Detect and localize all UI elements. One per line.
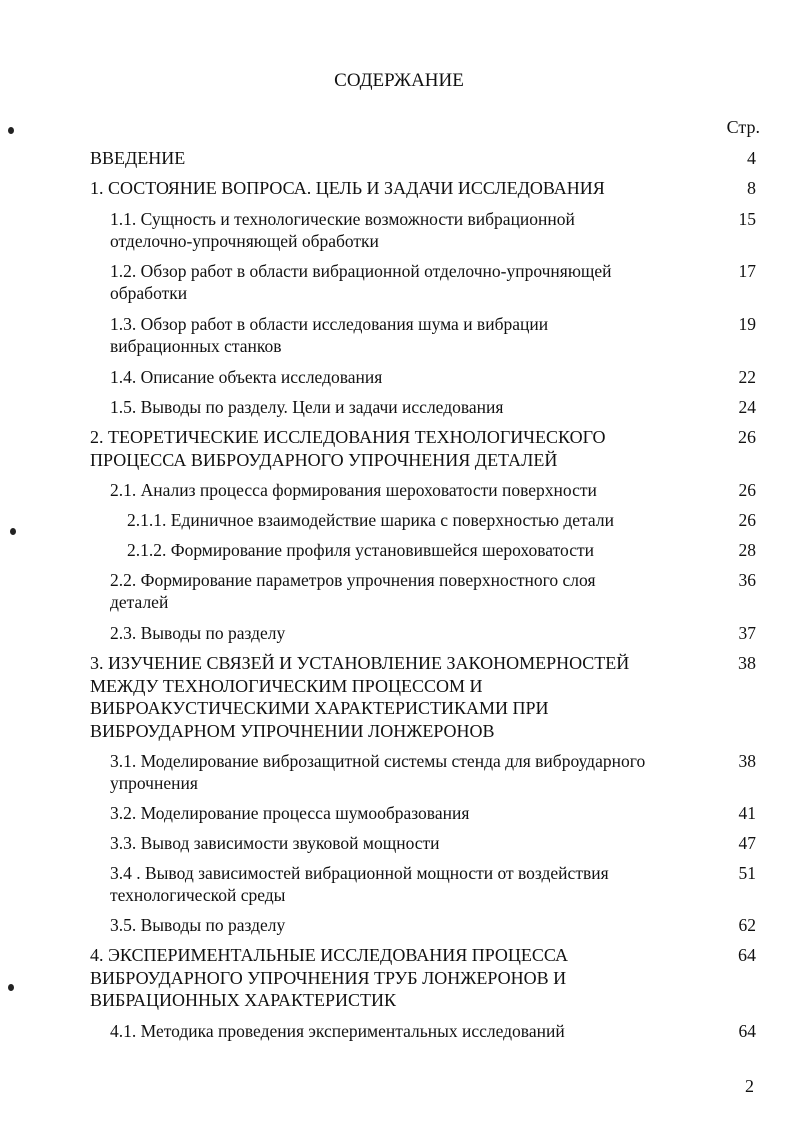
scan-mark-dot [10, 528, 16, 535]
toc-entry-page: 4 [747, 148, 756, 168]
toc-entry-label: 1.4. Описание объекта исследования [110, 367, 383, 387]
toc-entry-page: 26 [738, 480, 756, 500]
toc-entry-page: 38 [738, 751, 756, 771]
toc-entry-label: ВВЕДЕНИЕ [90, 148, 186, 168]
toc-entry-page: 26 [738, 427, 756, 447]
scan-mark-dot [8, 984, 14, 991]
toc-entry-label: 3.1. Моделирование виброзащитной системы стенда для виброударного упрочнения [110, 751, 646, 793]
toc-entry-page: 62 [738, 915, 756, 935]
toc-entry-label: 3.2. Моделирование процесса шумообразования [110, 803, 470, 823]
toc-entry-label: 3.3. Вывод зависимости звуковой мощности [110, 833, 440, 853]
toc-entry-label: 2.1.1. Единичное взаимодействие шарика с поверхностью детали [127, 510, 614, 530]
toc-entry-label: 2. ТЕОРЕТИЧЕСКИЕ ИССЛЕДОВАНИЯ ТЕХНОЛОГИЧЕСКОГО ПРОЦЕССА ВИБРОУДАРНОГО УПРОЧНЕНИЯ ДЕТАЛЕЙ [90, 427, 606, 470]
toc-entry-label: 1.1. Сущность и технологические возможности вибрационной отделочно-упрочняющей обработки [110, 209, 575, 251]
toc-entry-page: 15 [738, 209, 756, 229]
toc-entry-label: 1.3. Обзор работ в области исследования шума и вибрации вибрационных станков [110, 314, 549, 356]
toc-entry-page: 51 [738, 863, 756, 883]
toc-entry-page: 26 [738, 510, 756, 530]
toc-entry-page: 37 [738, 623, 756, 643]
toc-entry-label: 4. ЭКСПЕРИМЕНТАЛЬНЫЕ ИССЛЕДОВАНИЯ ПРОЦЕССА ВИБРОУДАРНОГО УПРОЧНЕНИЯ ТРУБ ЛОНЖЕРОНОВ И ВИБРАЦИОННЫХ ХАРАКТЕРИСТИК [90, 945, 569, 1010]
toc-entry-label: 2.1.2. Формирование профиля установившейся шероховатости [127, 540, 594, 560]
toc-entry-page: 64 [738, 1021, 756, 1041]
scan-mark-dot [8, 127, 14, 134]
toc-entry-label: 1.2. Обзор работ в области вибрационной отделочно-упрочняющей обработки [110, 261, 612, 303]
toc-entry-label: 2.1. Анализ процесса формирования шероховатости поверхности [110, 480, 597, 500]
toc-entry-page: 22 [738, 367, 756, 387]
toc-entry-page: 36 [738, 570, 756, 590]
toc-entry-label: 3.5. Выводы по разделу [110, 915, 286, 935]
toc-entry-page: 28 [738, 540, 756, 560]
toc-entry-label: 3.4 . Вывод зависимостей вибрационной мощности от воздействия технологической среды [110, 863, 609, 905]
page-number: 2 [745, 1076, 754, 1096]
toc-entry-page: 64 [738, 945, 756, 965]
toc-entry-label: 2.2. Формирование параметров упрочнения поверхностного слоя деталей [110, 570, 596, 612]
toc-entry-label: 1.5. Выводы по разделу. Цели и задачи исследования [110, 397, 504, 417]
toc-entry-page: 41 [738, 803, 756, 823]
toc-entry-label: 2.3. Выводы по разделу [110, 623, 286, 643]
document-title: СОДЕРЖАНИЕ [334, 70, 464, 91]
toc-entry-page: 8 [747, 178, 756, 198]
toc-entry-page: 17 [738, 261, 756, 281]
toc-entry-page: 19 [738, 314, 756, 334]
toc-entry-label: 1. СОСТОЯНИЕ ВОПРОСА. ЦЕЛЬ И ЗАДАЧИ ИССЛЕДОВАНИЯ [90, 178, 605, 198]
toc-entry-label: 3. ИЗУЧЕНИЕ СВЯЗЕЙ И УСТАНОВЛЕНИЕ ЗАКОНОМЕРНОСТЕЙ МЕЖДУ ТЕХНОЛОГИЧЕСКИМ ПРОЦЕССОМ И ВИБРОАКУСТИЧЕСКИМИ ХАРАКТЕРИСТИКАМИ ПРИ ВИБРОУДАРНОМ УПРОЧНЕНИИ ЛОНЖЕРОНОВ [90, 653, 630, 741]
toc-entry-page: 47 [738, 833, 756, 853]
page-column-header: Стр. [726, 117, 760, 137]
toc-entry-page: 24 [738, 397, 756, 417]
toc-entry-page: 38 [738, 653, 756, 673]
toc-entry-label: 4.1. Методика проведения экспериментальных исследований [110, 1021, 565, 1041]
